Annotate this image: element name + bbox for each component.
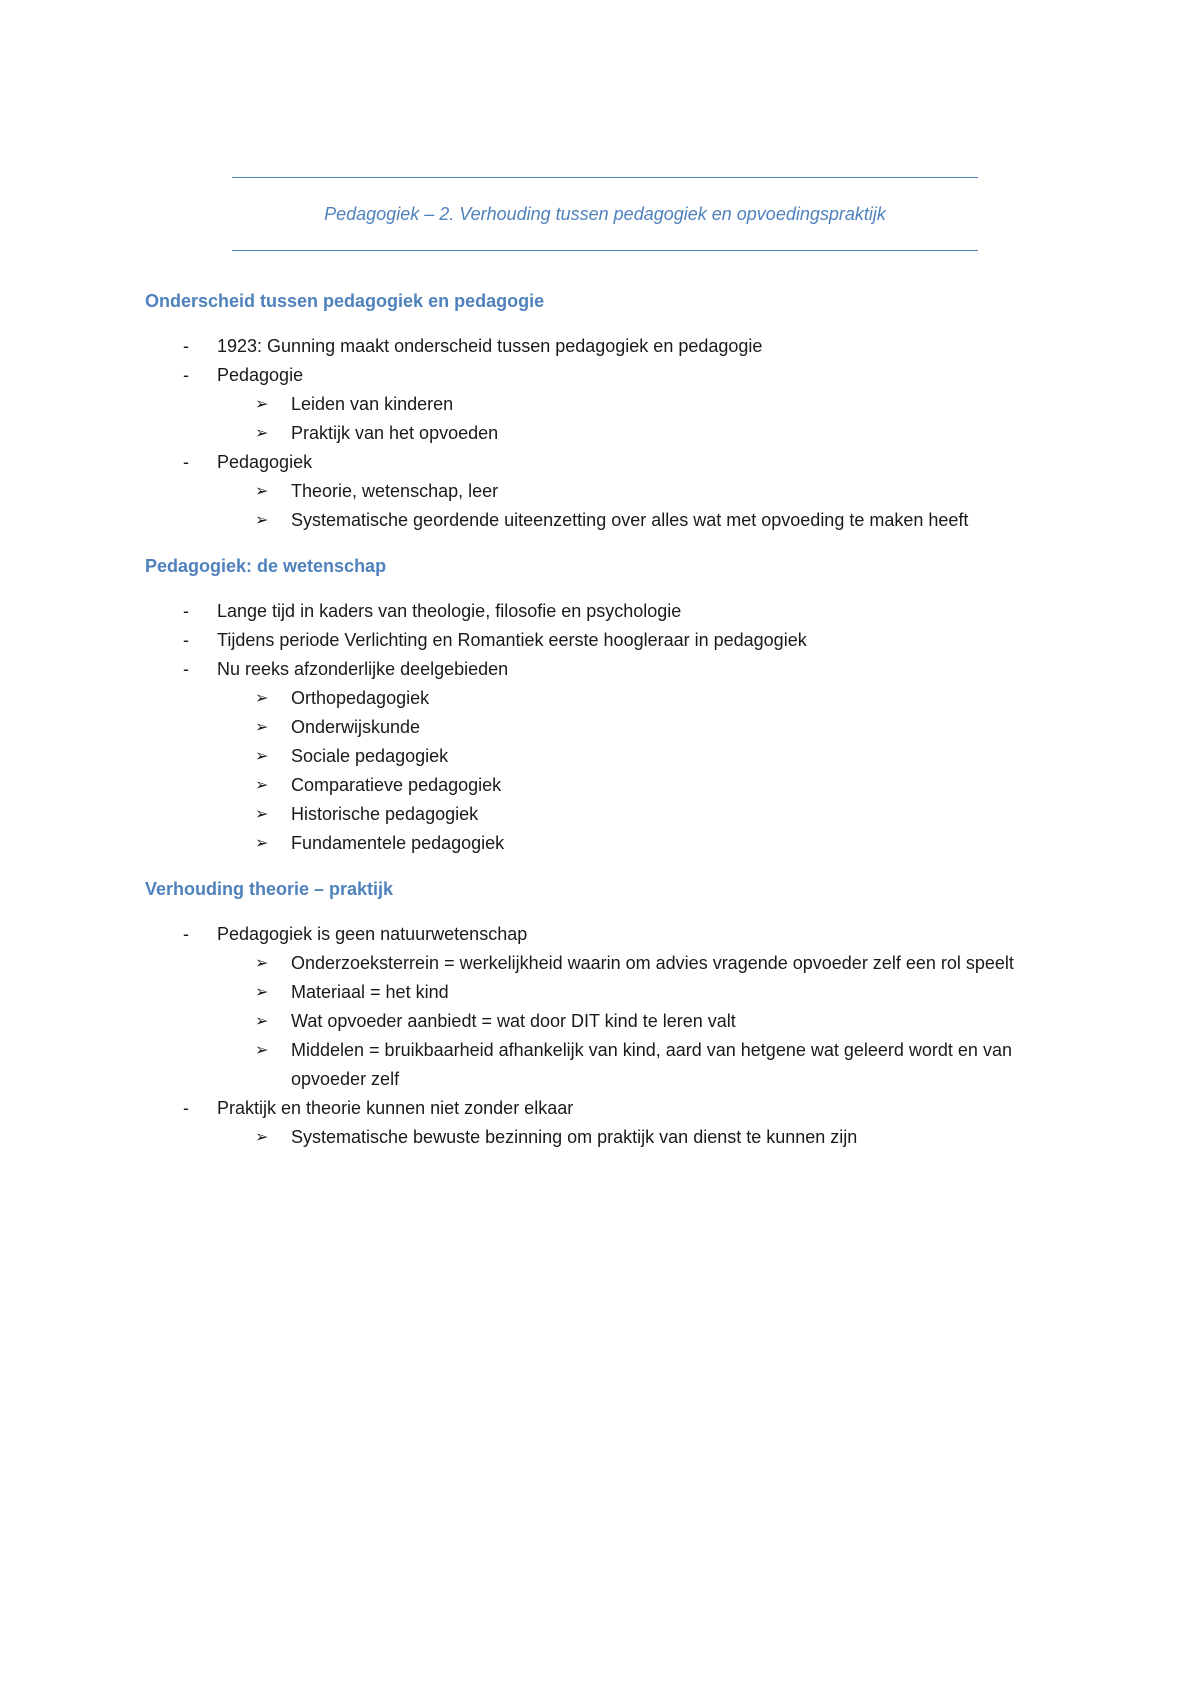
arrow-bullet-icon: ➢ <box>255 984 269 1001</box>
sub-list-item <box>145 829 1075 858</box>
sub-list-item-text: Sociale pedagogiek <box>291 746 449 766</box>
sub-bullet-list <box>217 1123 1075 1152</box>
list-item-text: Pedagogie <box>217 365 304 385</box>
list-item-text: Pedagogiek is geen natuurwetenschap <box>217 924 528 944</box>
section-heading: Verhouding theorie – praktijk <box>145 879 394 899</box>
sub-list-item-text: Materiaal = het kind <box>291 982 449 1002</box>
arrow-bullet-icon: ➢ <box>255 425 269 442</box>
list-item <box>145 655 1075 858</box>
section-heading: Onderscheid tussen pedagogiek en pedagogie <box>145 291 545 311</box>
list-item <box>145 597 1075 626</box>
arrow-bullet-icon: ➢ <box>255 1013 269 1030</box>
sub-list-item <box>145 419 1075 448</box>
dash-bullet: - <box>183 659 189 679</box>
arrow-bullet-icon: ➢ <box>255 955 269 972</box>
sub-list-item <box>145 771 1075 800</box>
sub-list-item <box>145 1036 1075 1094</box>
list-item <box>145 1094 1075 1152</box>
dash-bullet: - <box>183 365 189 385</box>
dash-bullet: - <box>183 452 189 472</box>
list-item-text: 1923: Gunning maakt onderscheid tussen pedagogiek en pedagogie <box>217 336 763 356</box>
sub-list-item <box>145 477 1075 506</box>
arrow-bullet-icon: ➢ <box>255 396 269 413</box>
list-item <box>145 332 1075 361</box>
sub-bullet-list <box>217 390 1075 448</box>
document-title: Pedagogiek – 2. Verhouding tussen pedagogiek en opvoedingspraktijk <box>324 204 886 224</box>
sub-list-item <box>145 713 1075 742</box>
sub-list-item-text: Fundamentele pedagogiek <box>291 833 505 853</box>
sub-list-item-text: Theorie, wetenschap, leer <box>291 481 499 501</box>
sub-list-item-text: Systematische geordende uiteenzetting over alles wat met opvoeding te maken heeft <box>291 510 969 530</box>
arrow-bullet-icon: ➢ <box>255 690 269 707</box>
sub-list-item <box>145 684 1075 713</box>
bullet-list <box>145 920 1075 1152</box>
sub-list-item-text: Comparatieve pedagogiek <box>291 775 502 795</box>
dash-bullet: - <box>183 601 189 621</box>
list-item <box>145 626 1075 655</box>
dash-bullet: - <box>183 630 189 650</box>
sub-list-item <box>145 800 1075 829</box>
sub-list-item-text: Praktijk van het opvoeden <box>291 423 499 443</box>
sub-list-item <box>145 1007 1075 1036</box>
list-item-text: Nu reeks afzonderlijke deelgebieden <box>217 659 509 679</box>
list-item-text: Lange tijd in kaders van theologie, filosofie en psychologie <box>217 601 682 621</box>
sub-list-item <box>145 949 1075 978</box>
sub-list-item-text: Middelen = bruikbaarheid afhankelijk van kind, aard van hetgene wat geleerd wordt en van opvoeder zelf <box>291 1040 1012 1089</box>
sub-bullet-list <box>217 684 1075 858</box>
section <box>145 553 1075 858</box>
arrow-bullet-icon: ➢ <box>255 512 269 529</box>
arrow-bullet-icon: ➢ <box>255 483 269 500</box>
bullet-list <box>145 332 1075 535</box>
section-heading: Pedagogiek: de wetenschap <box>145 556 387 576</box>
arrow-bullet-icon: ➢ <box>255 748 269 765</box>
sub-list-item <box>145 742 1075 771</box>
sub-list-item-text: Onderwijskunde <box>291 717 421 737</box>
section <box>145 876 1075 1152</box>
document-content <box>145 288 1075 1170</box>
sub-list-item-text: Historische pedagogiek <box>291 804 479 824</box>
list-item <box>145 920 1075 1094</box>
sub-list-item-text: Leiden van kinderen <box>291 394 454 414</box>
sub-list-item-text: Onderzoeksterrein = werkelijkheid waarin om advies vragende opvoeder zelf een rol speelt <box>291 953 1014 973</box>
arrow-bullet-icon: ➢ <box>255 806 269 823</box>
sub-bullet-list <box>217 477 1075 535</box>
arrow-bullet-icon: ➢ <box>255 1042 269 1059</box>
dash-bullet: - <box>183 336 189 356</box>
dash-bullet: - <box>183 1098 189 1118</box>
section <box>145 288 1075 535</box>
arrow-bullet-icon: ➢ <box>255 777 269 794</box>
arrow-bullet-icon: ➢ <box>255 1129 269 1146</box>
sub-list-item <box>145 390 1075 419</box>
sub-list-item <box>145 506 1075 535</box>
list-item <box>145 448 1075 535</box>
sub-list-item-text: Systematische bewuste bezinning om praktijk van dienst te kunnen zijn <box>291 1127 858 1147</box>
bullet-list <box>145 597 1075 858</box>
list-item-text: Praktijk en theorie kunnen niet zonder elkaar <box>217 1098 574 1118</box>
sub-list-item-text: Wat opvoeder aanbiedt = wat door DIT kind te leren valt <box>291 1011 736 1031</box>
arrow-bullet-icon: ➢ <box>255 719 269 736</box>
title-block <box>232 177 978 251</box>
sub-bullet-list <box>217 949 1075 1094</box>
arrow-bullet-icon: ➢ <box>255 835 269 852</box>
list-item <box>145 361 1075 448</box>
dash-bullet: - <box>183 924 189 944</box>
sub-list-item <box>145 1123 1075 1152</box>
sub-list-item <box>145 978 1075 1007</box>
sub-list-item-text: Orthopedagogiek <box>291 688 430 708</box>
list-item-text: Pedagogiek <box>217 452 313 472</box>
list-item-text: Tijdens periode Verlichting en Romantiek eerste hoogleraar in pedagogiek <box>217 630 807 650</box>
